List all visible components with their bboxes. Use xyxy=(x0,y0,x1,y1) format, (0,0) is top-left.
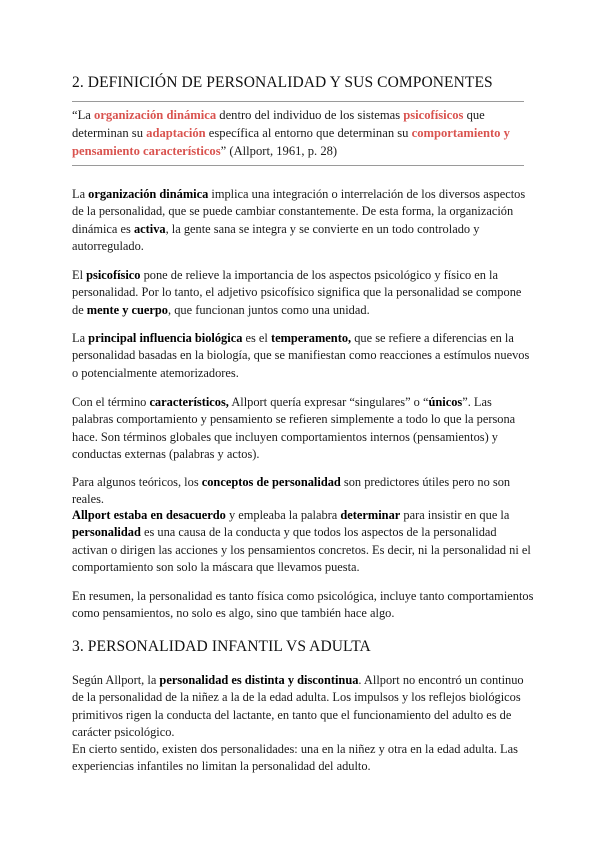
text: El xyxy=(72,268,87,282)
quote-highlight: organización dinámica xyxy=(94,108,217,122)
quote-highlight: adaptación xyxy=(146,126,206,140)
bold-term: personalidad xyxy=(72,525,141,540)
section-2-heading: 2. DEFINICIÓN DE PERSONALIDAD Y SUS COMPONENTES xyxy=(72,74,493,91)
bold-term: conceptos de personalidad xyxy=(201,475,341,489)
text: La xyxy=(72,331,89,345)
paragraph-resumen xyxy=(72,588,534,623)
bold-term: principal influencia biológica xyxy=(88,331,243,345)
paragraph-influencia-biologica xyxy=(72,330,534,382)
bold-term: personalidad es distinta y discontinua xyxy=(159,673,359,687)
text: En resumen, la personalidad es tanto física como psicológica, incluye tanto comportamientos como pensamientos, no solo es algo, sino que también hace algo. xyxy=(72,589,534,621)
text: Allport quería expresar “singulares” o “ xyxy=(228,395,429,409)
text: . Allport no encontró un continuo de la personalidad de la niñez a la de la edad adulta. Los impulsos y los reflejos biológicos primitivos rigen la conducta del lactante, en tanto que el funcionamiento del adulto es de carácter psicológico. xyxy=(72,673,524,740)
text: En cierto sentido, existen dos personalidades: una en la niñez y otra en la edad adulta. Las experiencias infantiles no limitan la personalidad del adulto. xyxy=(72,742,518,774)
bold-term: psicofísico xyxy=(86,268,141,282)
text: que se refiere a diferencias en la personalidad basadas en la biología, que se manifiestan como reacciones a estímulos nuevos o potencialmente atemorizadores. xyxy=(72,331,530,380)
text: y empleaba la palabra xyxy=(225,508,341,522)
text: Para algunos teóricos, los xyxy=(72,475,202,489)
text: Según Allport, la xyxy=(72,673,160,687)
bold-term: activa xyxy=(133,221,166,236)
bold-term: temperamento, xyxy=(270,331,352,345)
quote-text: dentro del individuo de los sistemas xyxy=(216,108,404,122)
text: es el xyxy=(242,331,271,345)
paragraph-organizacion-dinamica xyxy=(72,186,534,256)
quote-citation: ” (Allport, 1961, p. 28) xyxy=(220,144,338,158)
quote-text: específica al entorno que determinan su xyxy=(205,126,412,140)
text: implica una integración o interrelación de los diversos aspectos de la personalidad, que se puede cambiar constantemente. De esta forma, la organización dinámica es xyxy=(72,187,526,236)
text: son predictores útiles pero no son reales. xyxy=(72,475,511,507)
paragraph-segun-allport xyxy=(72,672,534,742)
bold-term: determinar xyxy=(340,508,401,522)
quote-highlight: comportamiento y pensamiento característicos xyxy=(72,126,510,158)
text: La xyxy=(72,187,89,201)
text: , que funcionan juntos como una unidad. xyxy=(168,302,370,317)
quote-highlight: psicofísicos xyxy=(403,108,464,122)
quote-top-rule xyxy=(72,101,524,102)
text: , la gente sana se integra y se convierte en un todo controlado y autorregulado. xyxy=(72,221,480,254)
paragraph-psicofisico xyxy=(72,267,534,319)
text: ”. Las palabras comportamiento y pensamiento se refieren simplemente a todo lo que la persona hace. Son términos globales que incluyen comportamientos internos (pensamientos) y conductas externas (palabras y actos). xyxy=(72,395,516,462)
quote-text: “La xyxy=(72,108,95,122)
section-3-heading: 3. PERSONALIDAD INFANTIL VS ADULTA xyxy=(72,638,371,655)
paragraph-conceptos-personalidad xyxy=(72,474,534,509)
paragraph-dos-personalidades xyxy=(72,741,534,776)
bold-term: mente y cuerpo xyxy=(86,302,169,317)
bold-term: Allport estaba en desacuerdo xyxy=(72,508,226,522)
paragraph-caracteristicos xyxy=(72,394,534,464)
text: Con el término xyxy=(72,395,150,409)
quote-text: que determinan su xyxy=(72,108,485,140)
text: es una causa de la conducta y que todos los aspectos de la personalidad activan o dirigen las acciones y los pensamientos concretos. Es decir, ni la personalidad ni el comportamiento son solo la máscara que llevamos puesta. xyxy=(72,525,531,575)
bold-term: característicos, xyxy=(149,395,229,409)
bold-term: organización dinámica xyxy=(88,187,209,201)
text: para insistir en que la xyxy=(400,508,510,522)
allport-quote xyxy=(72,106,532,160)
quote-bottom-rule xyxy=(72,165,524,166)
paragraph-allport-desacuerdo xyxy=(72,507,534,577)
bold-term: únicos xyxy=(428,395,463,409)
text: pone de relieve la importancia de los aspectos psicológico y físico en la personalidad. Por lo tanto, el adjetivo psicofísico significa que la personalidad se compone de xyxy=(72,268,522,317)
